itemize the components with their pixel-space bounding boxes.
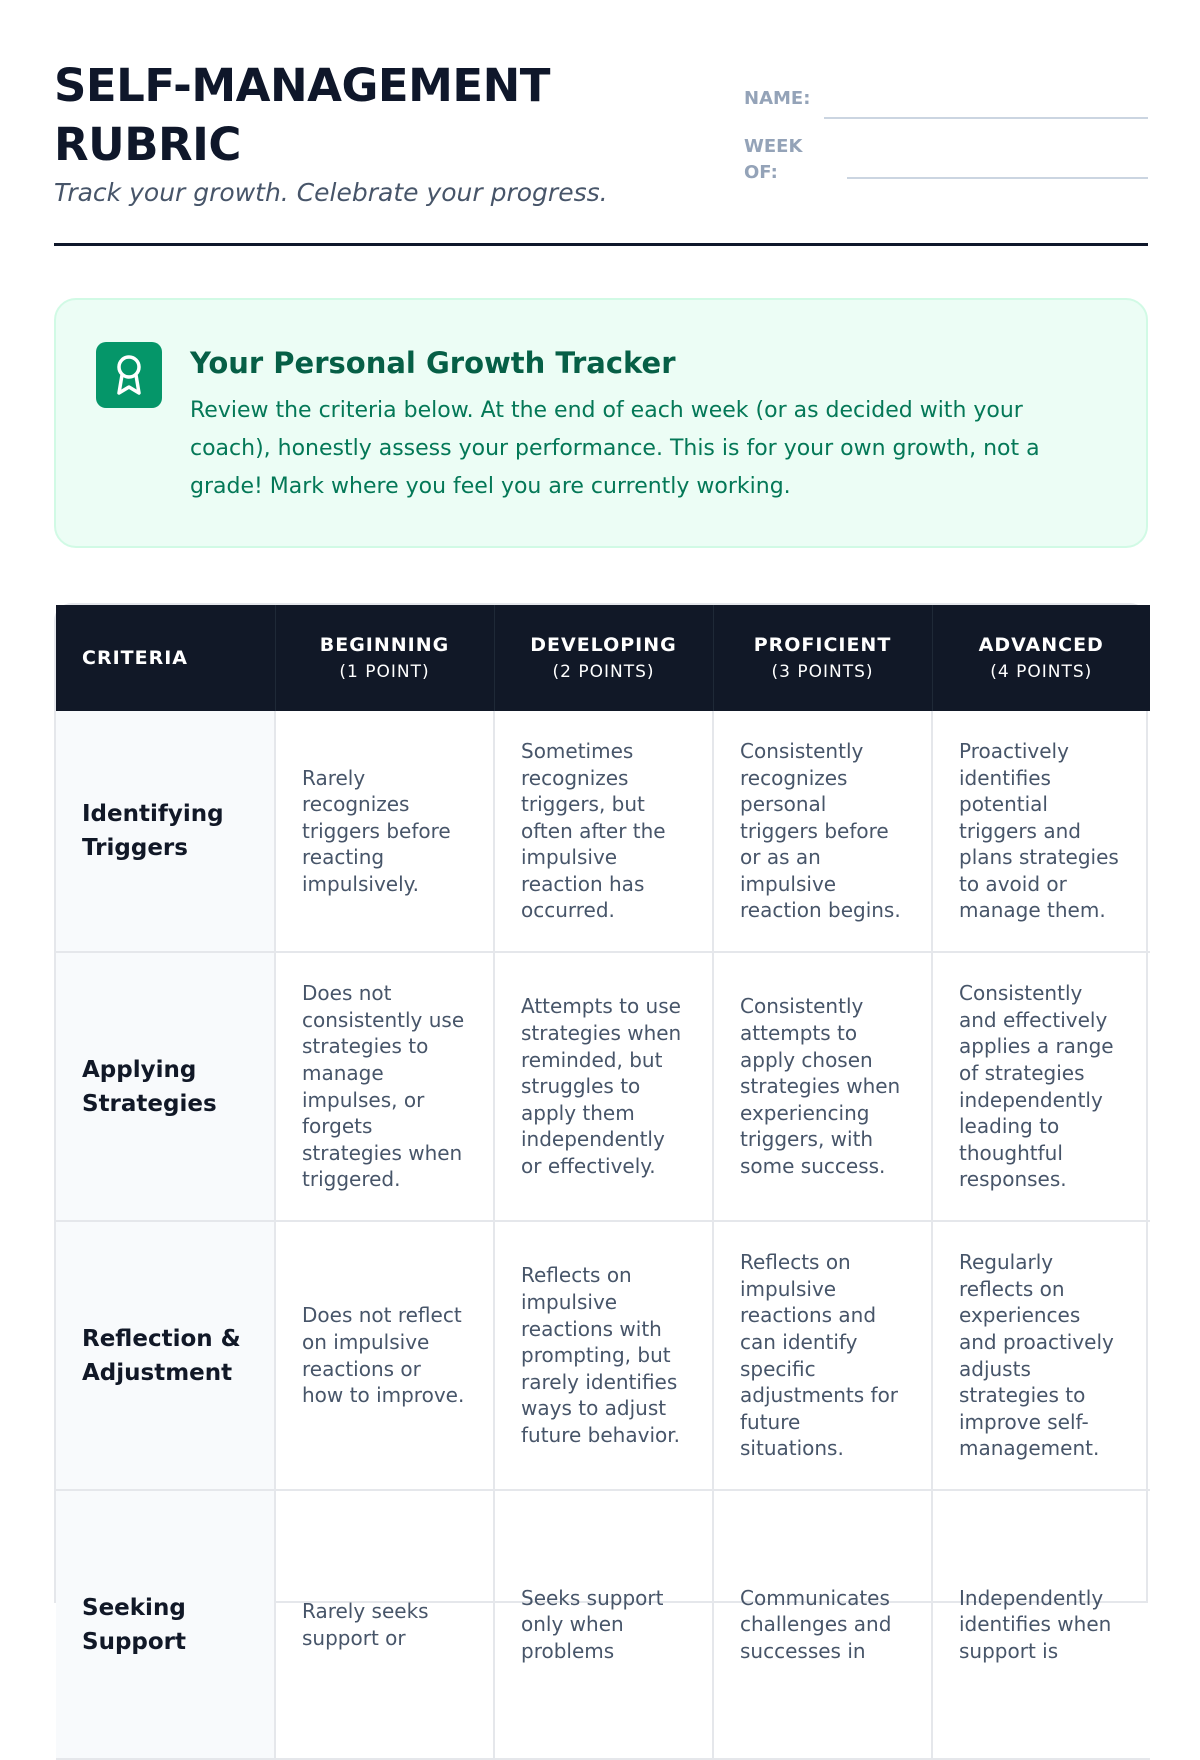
week-input-line[interactable] [847, 177, 1148, 179]
points-label: (3 POINTS) [771, 662, 874, 682]
beginning-cell[interactable]: Does not consistently use strategies to manage impulses, or forgets strategies when triggered. [275, 952, 494, 1221]
beginning-cell[interactable]: Rarely seeks support or [275, 1490, 494, 1759]
table-row [56, 1490, 1150, 1759]
beginning-cell[interactable]: Does not reflect on impulsive reactions or how to improve. [275, 1221, 494, 1490]
developing-cell[interactable]: Sometimes recognizes triggers, but often after the impulsive reaction has occurred. [494, 711, 713, 952]
developing-cell[interactable]: Reflects on impulsive reactions with prompting, but rarely identifies ways to adjust future behavior. [494, 1221, 713, 1490]
criteria-cell: Identifying Triggers [56, 711, 275, 952]
table-row [56, 711, 1150, 952]
criteria-cell: Seeking Support [56, 1490, 275, 1759]
growth-tracker-callout [54, 298, 1148, 548]
table-row [56, 952, 1150, 1221]
name-input-line[interactable] [824, 117, 1148, 119]
page-header [54, 56, 1148, 246]
advanced-cell[interactable]: Proactively identifies potential triggers and plans strategies to avoid or manage them. [932, 711, 1150, 952]
table-header-row [56, 605, 1150, 711]
proficient-cell[interactable]: Consistently attempts to apply chosen strategies when experiencing triggers, with some success. [713, 952, 932, 1221]
award-icon [96, 342, 162, 408]
points-label: (2 POINTS) [552, 662, 655, 682]
name-label: NAME: [744, 88, 811, 109]
week-label: WEEK OF: [744, 136, 803, 183]
column-header-advanced: ADVANCED (4 POINTS) [932, 605, 1150, 711]
developing-cell[interactable]: Attempts to use strategies when reminded, but struggles to apply them independently or effectively. [494, 952, 713, 1221]
table-row [56, 1221, 1150, 1490]
proficient-cell[interactable]: Reflects on impulsive reactions and can identify specific adjustments for future situations. [713, 1221, 932, 1490]
column-header-developing: DEVELOPING (2 POINTS) [494, 605, 713, 711]
tracker-instructions: Review the criteria below. At the end of each week (or as decided with your coach), honestly assess your performance. This is for your own growth, not a grade! Mark where you feel you are currently working. [190, 398, 1040, 499]
developing-cell[interactable]: Seeks support only when problems [494, 1490, 713, 1759]
column-header-beginning: BEGINNING (1 POINT) [275, 605, 494, 711]
proficient-cell[interactable]: Consistently recognizes personal triggers before or as an impulsive reaction begins. [713, 711, 932, 952]
advanced-cell[interactable]: Consistently and effectively applies a range of strategies independently leading to thoughtful responses. [932, 952, 1150, 1221]
student-info [744, 86, 1148, 206]
criteria-cell: Applying Strategies [56, 952, 275, 1221]
page-title: SELF-MANAGEMENT RUBRIC [54, 59, 551, 171]
advanced-cell[interactable]: Independently identifies when support is [932, 1490, 1150, 1759]
column-header-proficient: PROFICIENT (3 POINTS) [713, 605, 932, 711]
beginning-cell[interactable]: Rarely recognizes triggers before reacting impulsively. [275, 711, 494, 952]
week-field[interactable] [744, 136, 1148, 206]
column-header-criteria: CRITERIA [56, 605, 275, 711]
rubric-table [54, 603, 1148, 1663]
page-subtitle: Track your growth. Celebrate your progress. [54, 178, 608, 207]
proficient-cell[interactable]: Communicates challenges and successes in [713, 1490, 932, 1759]
advanced-cell[interactable]: Regularly reflects on experiences and proactively adjusts strategies to improve self-management. [932, 1221, 1150, 1490]
criteria-cell: Reflection & Adjustment [56, 1221, 275, 1490]
points-label: (4 POINTS) [990, 662, 1093, 682]
points-label: (1 POINT) [339, 662, 430, 682]
tracker-title: Your Personal Growth Tracker [190, 346, 676, 380]
